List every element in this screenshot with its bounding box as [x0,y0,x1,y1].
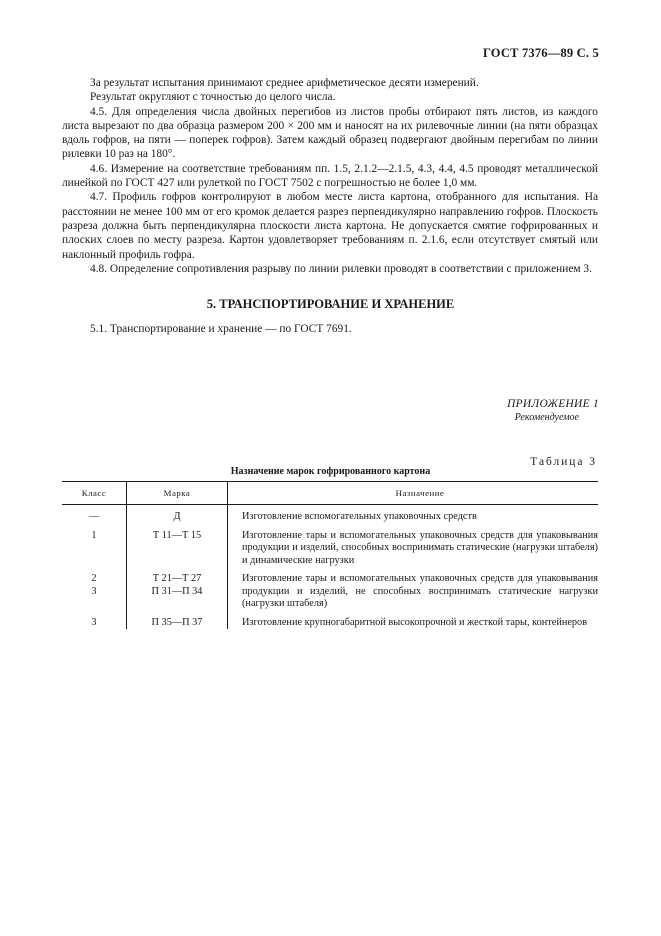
cell-mark: Д [127,505,228,530]
paragraph: 4.7. Профиль гофров контролируют в любом месте листа картона, отобранного для испытания. На расстоянии не менее 100 мм от его кромок делается разрез перпендикулярно направлению гофров. Плоскость разреза должна быть перпендикулярна плоскости листа картона. Не допускается смятие гофрированных и плоских слоев по месту разреза. Картон удовлетворяет требованиям п. 2.1.6, если отсутствует смятый или наклонный профиль гофра. [62,191,598,261]
cell-purpose: Изготовление вспомогательных упаковочных средств [228,505,599,530]
cell-mark-line: П 31—П 34 [151,585,203,597]
table-row [62,617,598,630]
body-text [62,76,598,276]
cell-class-line: 3 [91,585,97,597]
header-mark: Марка [127,482,228,505]
paragraph: 4.5. Для определения числа двойных перегибов из листов пробы отбирают пять листов, из каждого листа вырезают по два образца размером 200 × 200 мм и наносят на их рилевочные линии (на пяти образцах вдоль гофров, на пяти — поперек гофров). Затем каждый образец подвергают двойным перегибам по линии рилевки 10 раз на 180°. [62,105,598,161]
cell-class: — [88,511,100,522]
appendix-subtitle: Рекомендуемое [514,412,579,423]
header-purpose: Назначение [228,482,599,505]
paragraph: За результат испытания принимают среднее арифметическое десяти измерений. [90,77,479,89]
cell-mark: П 35—П 37 [127,617,228,630]
cell-class: 1 [91,529,97,541]
cell-class-line: 2 [91,573,97,584]
appendix-title: ПРИЛОЖЕНИЕ 1 [507,398,599,410]
cell-mark: Т 11—Т 15 [127,530,228,574]
cell-purpose: Изготовление тары и вспомогательных упаковочных средств для упаковывания продукции и изделий, не способных воспринимать статические нагрузки (нагрузки штабеля) [228,573,599,617]
cell-class: 3 [91,616,97,628]
table-title: Назначение марок гофрированного картона [230,466,431,477]
table-row [62,530,598,574]
cell-purpose: Изготовление крупногабаритной высокопрочной и жесткой тары, контейнеров [228,617,599,630]
paragraph: Результат округляют с точностью до целого числа. [90,91,336,104]
cell-mark [127,573,228,617]
paragraph: 4.8. Определение сопротивления разрыву по линии рилевки проводят в соответствии с приложением 3. [90,262,592,275]
header-class: Класс [62,482,127,505]
appendix-heading [507,397,599,425]
cell-purpose: Изготовление тары и вспомогательных упаковочных средств для упаковывания продукции и изделий, способных воспринимать статические (нагрузки штабеля) и динамические нагрузки [228,530,599,574]
table-row [62,573,598,617]
cell-class [62,573,127,617]
table-number: Таблица 3 [530,456,597,468]
section-paragraph: 5.1. Транспортирование и хранение — по ГОСТ 7691. [90,323,352,335]
section-title: 5. ТРАНСПОРТИРОВАНИЕ И ХРАНЕНИЕ [206,297,455,311]
paragraph: 4.6. Измерение на соответствие требованиям пп. 1.5, 2.1.2—2.1.5, 4.3, 4.4, 4.5 проводят металлической линейкой по ГОСТ 427 или рулеткой по ГОСТ 7502 с погрешностью не более 1,0 мм. [62,162,598,190]
table-row [62,505,598,530]
cell-mark-line: Т 21—Т 27 [152,573,202,584]
purpose-table [62,481,598,629]
table-header-row [62,482,598,505]
page-header: ГОСТ 7376—89 С. 5 [482,46,599,60]
